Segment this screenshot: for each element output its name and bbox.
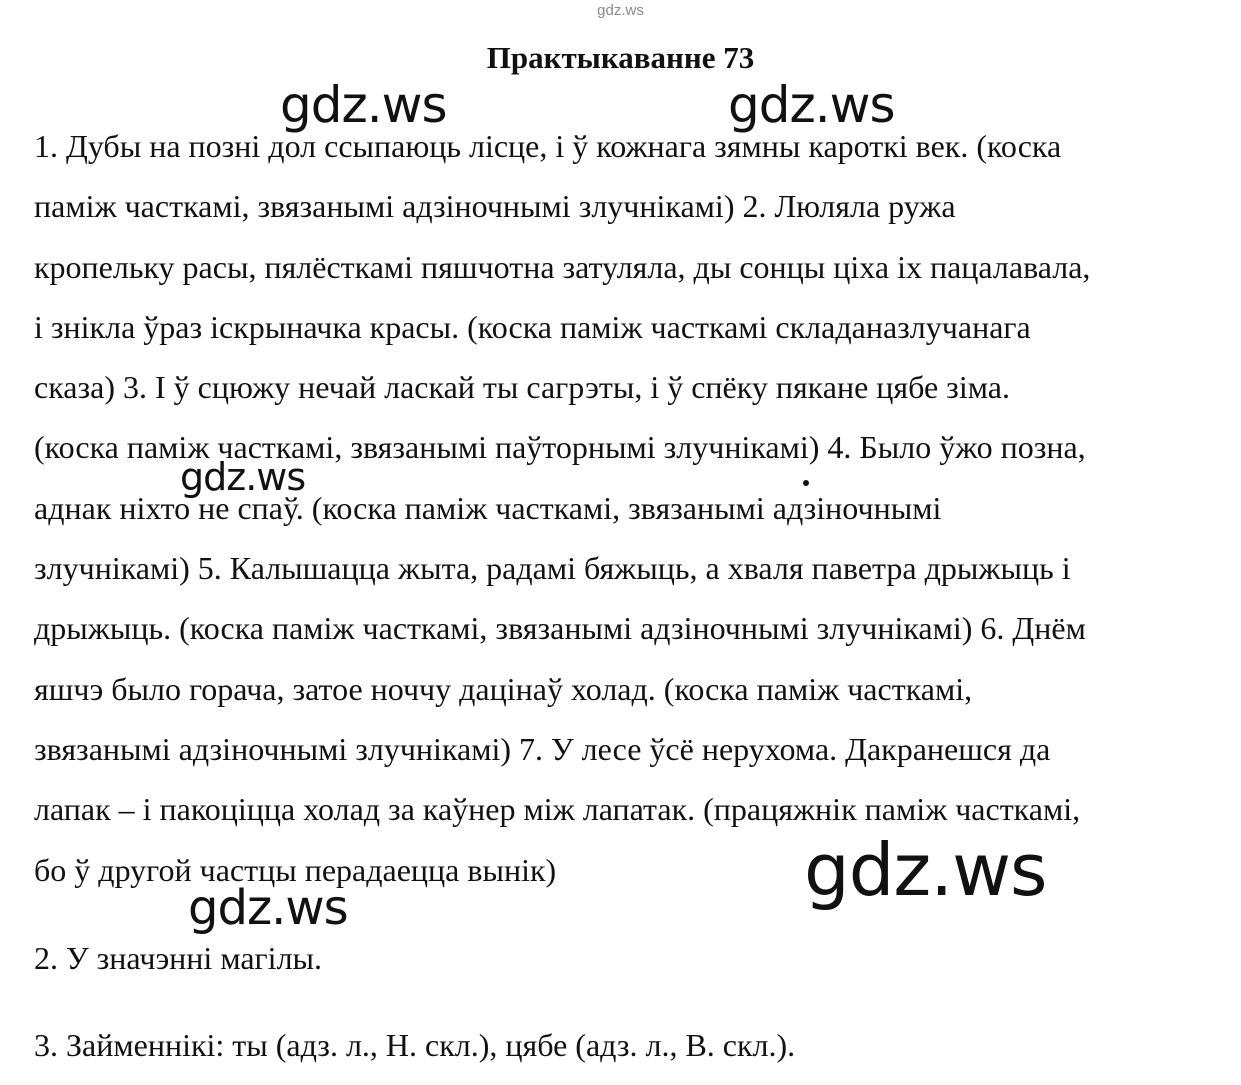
- watermark: gdz.ws: [188, 880, 348, 936]
- exercise-text: [34, 116, 1219, 900]
- watermark: gdz.ws: [180, 455, 306, 499]
- page-title: Практыкаванне 73: [486, 40, 755, 75]
- stray-dot: [803, 480, 809, 486]
- text-line: паміж часткамі, звязанымі адзіночнымі злучнікамі) 2. Люляла ружа: [34, 188, 956, 225]
- top-watermark: gdz.ws: [597, 2, 644, 19]
- answer-2: 2. У значэнні магілы.: [34, 940, 323, 976]
- text-line: дрыжыць. (коска паміж часткамі, звязанымі адзіночнымі злучнікамі) 6. Днём: [34, 610, 1086, 647]
- text-line: злучнікамі) 5. Калышацца жыта, радамі бяжыць, а хваля паветра дрыжыць і: [34, 550, 1071, 587]
- text-line: аднак ніхто не спаў. (коска паміж часткамі, звязанымі адзіночнымі: [34, 489, 942, 526]
- text-line: звязанымі адзіночнымі злучнікамі) 7. У лесе ўсё нерухома. Дакранешся да: [34, 730, 1051, 767]
- text-line: сказа) 3. І ў сцюжу нечай ласкай ты сагрэты, і ў спёку пякане цябе зіма.: [34, 369, 1010, 406]
- text-line: лапак – і пакоціцца холад за каўнер між лапатак. (працяжнік паміж часткамі,: [34, 791, 1081, 828]
- text-line: (коска паміж часткамі, звязанымі паўторнымі злучнікамі) 4. Было ўжо позна,: [34, 429, 1086, 466]
- text-line: і знікла ўраз іскрыначка красы. (коска паміж часткамі складаназлучанага: [34, 308, 1031, 345]
- text-line: яшчэ было горача, затое ноччу дацінаў холад. (коска паміж часткамі,: [34, 670, 973, 707]
- watermark: gdz.ws: [728, 76, 895, 134]
- watermark: gdz.ws: [804, 828, 1047, 912]
- watermark: gdz.ws: [280, 76, 447, 134]
- text-line: кропельку расы, пялёсткамі пяшчотна затуляла, ды сонцы ціха іх пацалавала,: [34, 248, 1091, 285]
- text-line: бо ў другой частцы перадаецца вынік): [34, 851, 557, 888]
- answer-3: 3. Займеннікі: ты (адз. л., Н. скл.), цябе (адз. л., В. скл.).: [34, 1027, 796, 1063]
- text-line: 1. Дубы на позні дол ссыпаюць лісце, і ў кожнага зямны кароткі век. (коска: [34, 128, 1062, 164]
